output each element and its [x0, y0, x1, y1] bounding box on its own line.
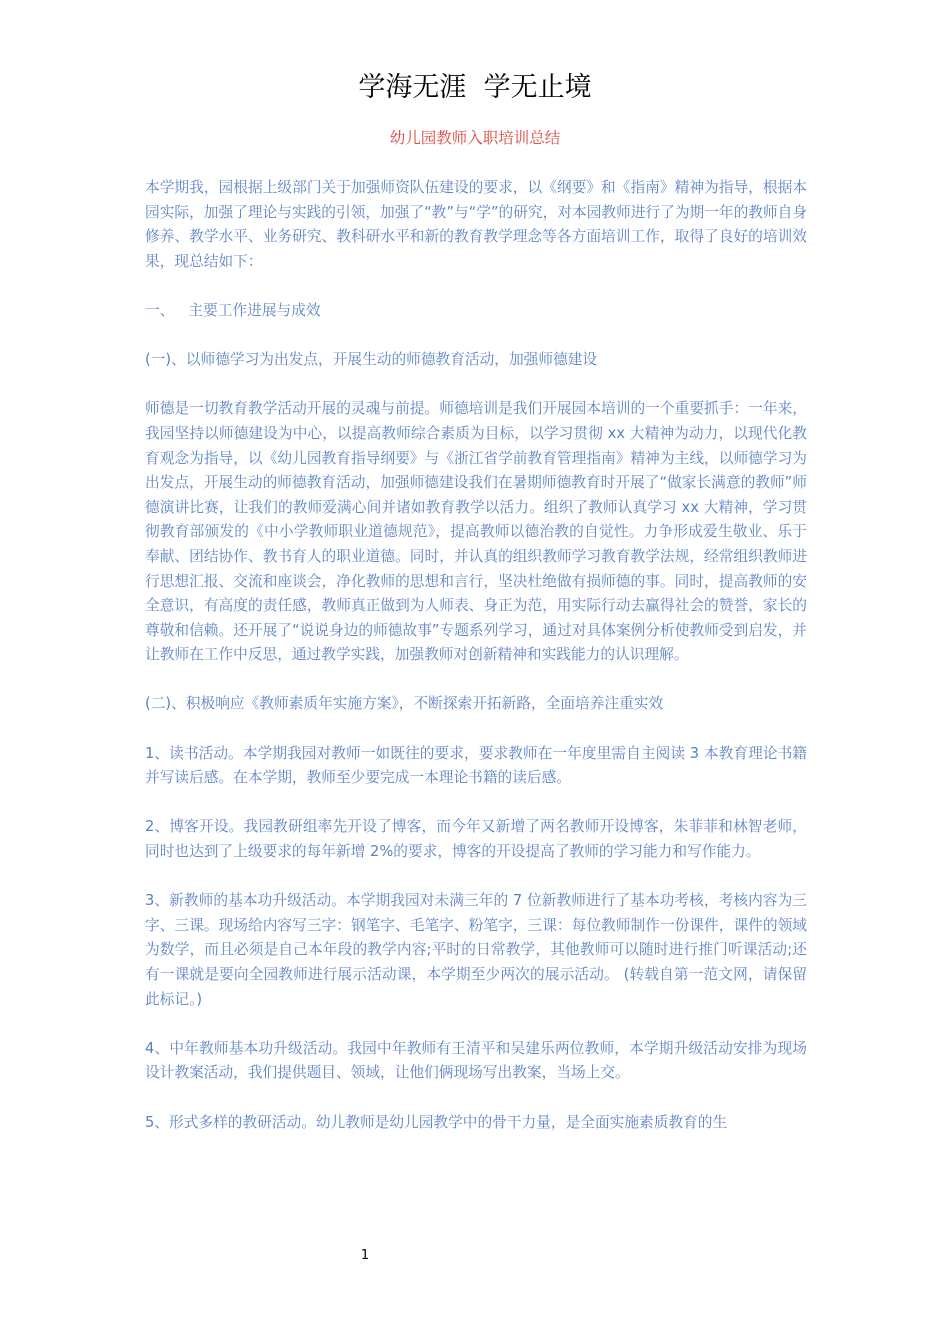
header-title: 学海无涯 学无止境 [358, 72, 592, 103]
page-number: 1 [360, 1248, 370, 1263]
list-item-research-activities: 5、形式多样的教研活动。幼儿教师是幼儿园教学中的骨干力量，是全面实施素质教育的生 [145, 1113, 728, 1131]
list-item-blog: 2、博客开设。我园教研组率先开设了博客，而今年又新增了两名教师开设博客，朱菲菲和林智老师，同时也达到了上级要求的每年新增 2%的要求，博客的开设提高了教师的学习能力和写作能力。 [145, 818, 807, 861]
ethics-paragraph: 师德是一切教育教学活动开展的灵魂与前提。师德培训是我们开展园本培训的一个重要抓手：一年来，我园坚持以师德建设为中心，以提高教师综合素质为目标，以学习贯彻 xx 大精神为动力，以现代化教育观念为指导，以《幼儿园教育指导纲要》与《浙江省学前教育管理指南》精神为主线，以师德学习为出发点，开展生动的师德教育活动，加强师德建设我们在暑期师德教育时开展了“做家长满意的教师”师德演讲比赛，让我们的教师爱满心间并诸如教育教学以活力。组织了教师认真学习 xx 大精神，学习贯彻教育部颁发的《中小学教师职业道德规范》，提高教师以德治教的自觉性。力争形成爱生敬业、乐于奉献、团结协作、教书育人的职业道德。同时，并认真的组织教师学习教育教学法规，经常组织教师进行思想汇报、交流和座谈会，净化教师的思想和言行，坚决杜绝做有损师德的事。同时，提高教师的安全意识，有高度的责任感，教师真正做到为人师表、身正为范，用实际行动去赢得社会的赞誉，家长的尊敬和信赖。还开展了“说说身边的师德故事”专题系列学习，通过对具体案例分析使教师受到启发，并让教师在工作中反思，通过教学实践，加强教师对创新精神和实践能力的认识理解。 [145, 400, 807, 664]
document-title: 幼儿园教师入职培训总结 [389, 129, 561, 147]
list-item-reading: 1、读书活动。本学期我园对教师一如既往的要求，要求教师在一年度里需自主阅读 3 本教育理论书籍并写读后感。在本学期，教师至少要完成一本理论书籍的读后感。 [145, 744, 807, 787]
subsection-heading-ethics: (一)、以师德学习为出发点，开展生动的师德教育活动，加强师德建设 [145, 351, 598, 369]
intro-paragraph: 本学期我，园根据上级部门关于加强师资队伍建设的要求，以《纲要》和《指南》精神为指导，根据本园实际，加强了理论与实践的引领，加强了“教”与“学”的研究，对本园教师进行了为期一年的教师自身修养、教学水平、业务研究、教科研水平和新的教育教学理念等各方面培训工作，取得了良好的培训效果，现总结如下： [145, 179, 808, 270]
list-item-new-teacher-skills: 3、新教师的基本功升级活动。本学期我园对未满三年的 7 位新教师进行了基本功考核，考核内容为三字、三课。现场给内容写三字：钢笔字、毛笔字、粉笔字，三课：每位教师制作一份课件，课件的领域为数学，而且必须是自己本年段的教学内容;平时的日常教学，其他教师可以随时进行推门听课活动;还有一课就是要向全园教师进行展示活动课，本学期至少两次的展示活动。 (转载自第一范文网，请保留此标记。) [145, 892, 807, 1008]
list-item-middle-teacher-skills: 4、中年教师基本功升级活动。我园中年教师有王清平和吴建乐两位教师，本学期升级活动安排为现场设计教案活动，我们提供题目、领域，让他们俩现场写出教案，当场上交。 [145, 1039, 807, 1082]
section-heading-main-progress: 一、 主要工作进展与成效 [145, 301, 321, 319]
subsection-heading-quality-year: (二)、积极响应《教师素质年实施方案》，不断探索开拓新路，全面培养注重实效 [145, 695, 664, 713]
document-body [145, 176, 807, 1160]
